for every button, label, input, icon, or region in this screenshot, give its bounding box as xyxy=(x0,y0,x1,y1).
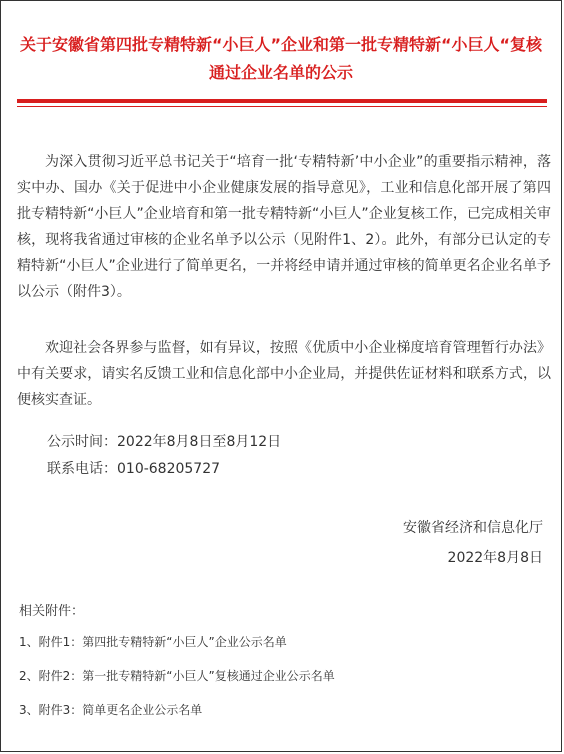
attachment-link-3[interactable]: 3、附件3：简单更名企业公示名单 xyxy=(19,703,203,717)
attachment-link-2[interactable]: 2、附件2：第一批专精特新“小巨人”复核通过企业公示名单 xyxy=(19,669,335,683)
attachment-link-1[interactable]: 1、附件1：第四批专精特新“小巨人”企业公示名单 xyxy=(19,635,287,649)
title-divider-thick xyxy=(17,99,547,103)
signature-org: 安徽省经济和信息化厅 xyxy=(403,520,543,536)
publicity-time: 公示时间：2022年8月8日至8月12日 xyxy=(47,434,282,450)
signature-date: 2022年8月8日 xyxy=(447,550,543,566)
body-paragraph-2: 欢迎社会各界参与监督，如有异议，按照《优质中小企业梯度培育管理暂行办法》中有关要求，请实名反馈工业和信息化部中小企业局，并提供佐证材料和联系方式，以便核实查证。 xyxy=(17,340,551,408)
contact-phone: 联系电话：010-68205727 xyxy=(47,461,221,477)
attachment-list xyxy=(19,633,335,735)
body-paragraph-1: 为深入贯彻习近平总书记关于“培育一批‘专精特新’中小企业”的重要指示精神，落实中办、国办《关于促进中小企业健康发展的指导意见》，工业和信息化部开展了第四批专精特新“小巨人”企业培育和第一批专精特新“小巨人”企业复核工作，已完成相关审核，现将我省通过审核的企业名单予以公示（见附件1、2）。此外，有部分已认定的专精特新“小巨人”企业进行了简单更名，一并将经申请并通过审核的简单更名企业名单予以公示（附件3）。 xyxy=(17,154,551,300)
page-title: 关于安徽省第四批专精特新“小巨人”企业和第一批专精特新“小巨人“复核通过企业名单的公示 xyxy=(19,35,543,82)
attachments-heading: 相关附件： xyxy=(19,604,85,619)
title-divider-thin xyxy=(17,106,547,107)
